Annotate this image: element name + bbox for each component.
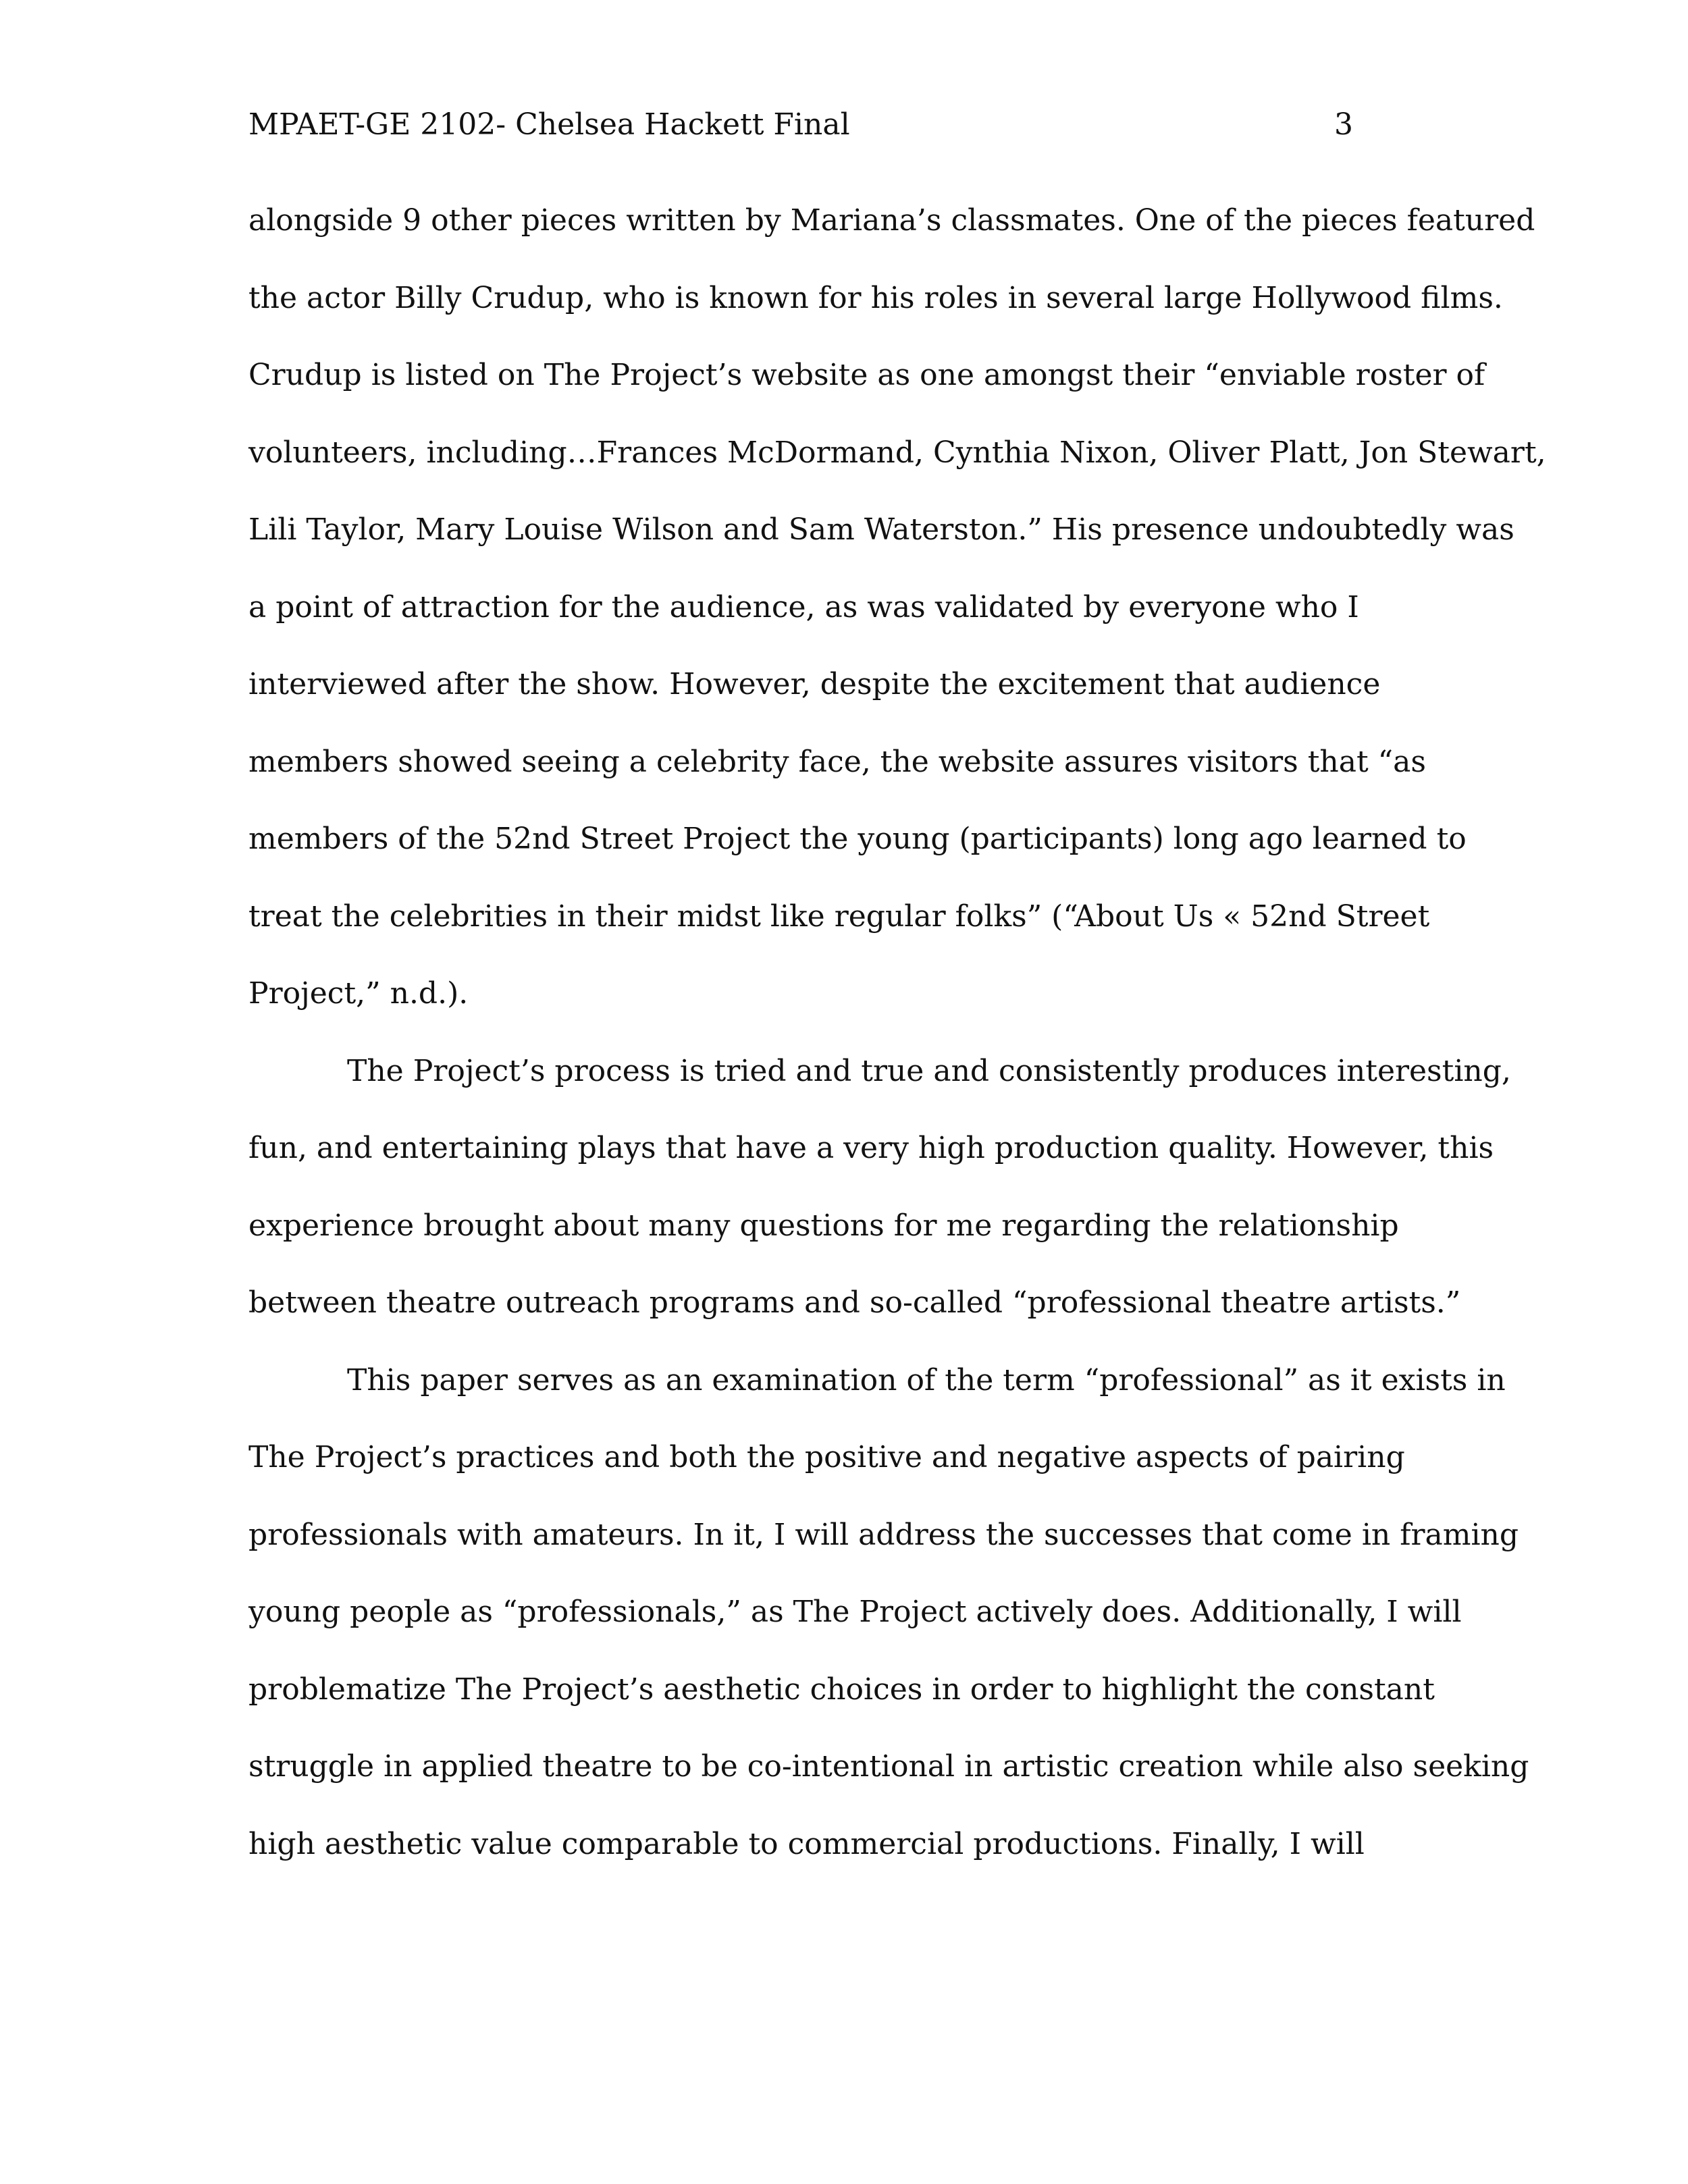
text-line: volunteers, including…Frances McDormand, Cynthia Nixon, Oliver Platt, Jon Stewart, <box>248 435 1546 470</box>
text-line: alongside 9 other pieces written by Mariana’s classmates. One of the pieces featured <box>248 203 1535 238</box>
text-line: struggle in applied theatre to be co-intentional in artistic creation while also seeking <box>248 1749 1529 1784</box>
text-line: Lili Taylor, Mary Louise Wilson and Sam Waterston.” His presence undoubtedly was <box>248 512 1514 547</box>
text-line: fun, and entertaining plays that have a very high production quality. However, this <box>248 1131 1494 1165</box>
running-header <box>248 101 1353 149</box>
paragraph-first-line: This paper serves as an examination of the term “professional” as it exists in <box>347 1362 1506 1397</box>
text-line: members of the 52nd Street Project the young (participants) long ago learned to <box>248 822 1467 856</box>
text-line: Crudup is listed on The Project’s website as one amongst their “enviable roster of <box>248 358 1485 392</box>
text-line: treat the celebrities in their midst like regular folks” (“About Us « 52nd Street <box>248 899 1430 934</box>
body-text <box>248 197 1546 1898</box>
text-line: interviewed after the show. However, despite the excitement that audience <box>248 667 1381 701</box>
text-line: experience brought about many questions for me regarding the relationship <box>248 1208 1399 1243</box>
text-line: Project,” n.d.). <box>248 976 469 1011</box>
text-line: the actor Billy Crudup, who is known for his roles in several large Hollywood films. <box>248 280 1503 315</box>
text-line: The Project’s practices and both the positive and negative aspects of pairing <box>248 1440 1405 1474</box>
text-line: young people as “professionals,” as The Project actively does. Additionally, I will <box>248 1595 1462 1629</box>
page-number: 3 <box>1334 107 1353 142</box>
text-line: professionals with amateurs. In it, I will address the successes that come in framing <box>248 1517 1519 1552</box>
text-line: high aesthetic value comparable to commercial productions. Finally, I will <box>248 1826 1365 1861</box>
text-line: problematize The Project’s aesthetic choices in order to highlight the constant <box>248 1672 1435 1707</box>
text-line: a point of attraction for the audience, as was validated by everyone who I <box>248 589 1359 624</box>
text-line: members showed seeing a celebrity face, the website assures visitors that “as <box>248 744 1426 779</box>
paragraph-first-line: The Project’s process is tried and true and consistently produces interesting, <box>347 1053 1511 1088</box>
text-line: between theatre outreach programs and so-called “professional theatre artists.” <box>248 1285 1461 1320</box>
header-title: MPAET-GE 2102- Chelsea Hackett Final <box>248 107 850 142</box>
